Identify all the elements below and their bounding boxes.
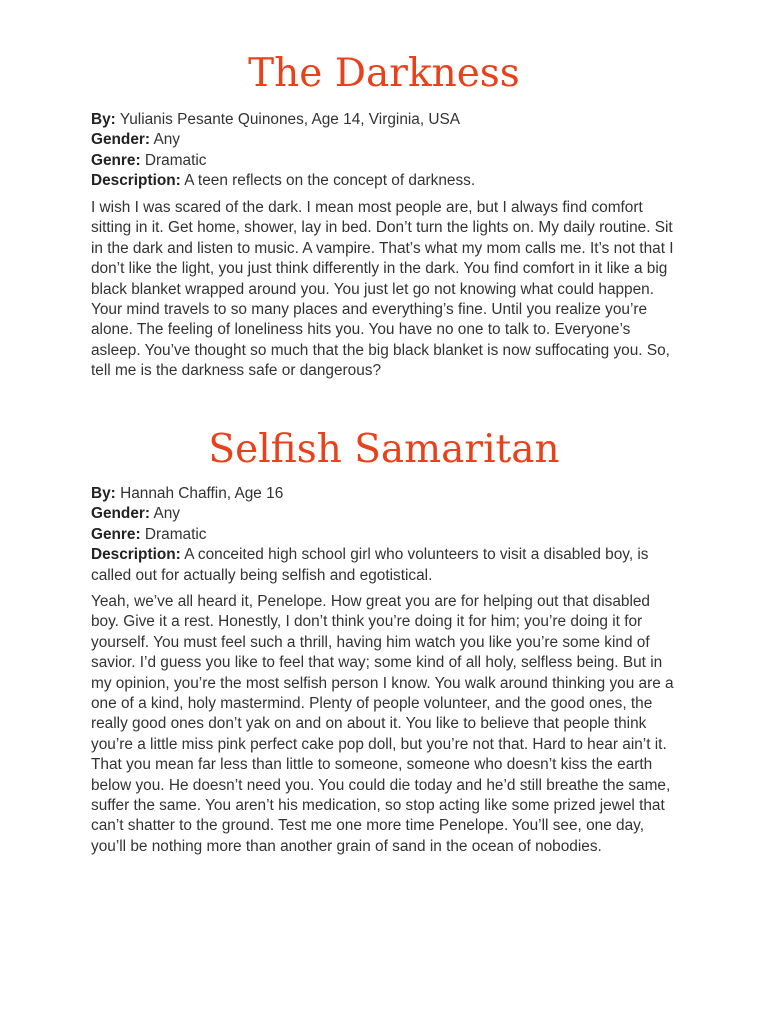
meta-description: [91, 171, 681, 191]
piece-body: Yeah, we’ve all heard it, Penelope. How great you are for helping out that disabled boy. Give it a rest. Honestly, I don’t think you’re doing it for him; you’re doing it for yourself. You must feel such a thrill, having him watch you like you’re some kind of savior. I’d guess you like to feel that way; some kind of all holy, selfless being. But in my opinion, you’re the most selfish person I know. You walk around thinking you are a one of a kind, holy mastermind. Plenty of people volunteer, and the good ones, the really good ones don’t yak on and on about it. You like to believe that people think you’re a little miss pink perfect cake pop doll, but you’re not that. Hard to hear ain’t it. That you mean far less than little to someone, someone who doesn’t kiss the earth below you. He doesn’t need you. You could die today and he’d still breathe the same, suffer the same. You aren’t his medication, so stop acting like some prized jewel that can’t shatter to the ground. Test me one more time Penelope. You’ll see, one day, you’ll be nothing more than another grain of sand in the ocean of nobodies.: [91, 593, 674, 855]
meta-gender: [91, 504, 681, 524]
meta-description-value: A teen reflects on the concept of darkness.: [184, 172, 476, 190]
piece-body: I wish I was scared of the dark. I mean most people are, but I always find comfort sitting in it. Get home, shower, lay in bed. Don’t turn the lights on. My daily routine. Sit in the dark and listen to music. A vampire. That’s what my mom calls me. It’s not that I don’t like the light, you just think differently in the dark. You find comfort in it like a big black blanket wrapped around you. You just let go not knowing what could happen. Your mind travels to so many places and everything’s fine. Until you realize you’re alone. The feeling of loneliness hits you. You have no one to talk to. Everyone’s asleep. You’ve thought so much that the big black blanket is now suffocating you. So, tell me is the darkness safe or dangerous?: [91, 199, 674, 380]
meta-by-label: By:: [91, 485, 116, 502]
meta-genre: [91, 525, 681, 545]
piece-meta: [91, 484, 681, 586]
meta-by-value: Hannah Chaffin, Age 16: [120, 485, 284, 502]
meta-by-value: Yulianis Pesante Quinones, Age 14, Virginia, USA: [119, 111, 461, 128]
meta-genre-label: Genre:: [91, 525, 141, 543]
piece-title: Selfish Samaritan: [208, 427, 560, 472]
piece-meta: [91, 110, 681, 192]
meta-description-label: Description:: [91, 546, 181, 564]
meta-description-label: Description:: [91, 172, 181, 190]
meta-gender-label: Gender:: [91, 505, 151, 523]
meta-genre-value: Dramatic: [144, 525, 207, 543]
meta-description: [91, 545, 681, 586]
meta-genre-value: Dramatic: [144, 151, 207, 169]
meta-gender: [91, 130, 681, 150]
meta-by: [91, 484, 681, 504]
meta-gender-value: Any: [153, 505, 180, 523]
meta-description-value: A conceited high school girl who volunteers to visit a disabled boy, is called out for actually being selfish and egotistical.: [91, 546, 649, 584]
meta-genre: [91, 151, 681, 171]
meta-gender-value: Any: [153, 131, 180, 149]
meta-gender-label: Gender:: [91, 131, 151, 149]
meta-by-label: By:: [91, 111, 116, 128]
meta-by: [91, 110, 681, 130]
meta-genre-label: Genre:: [91, 151, 141, 169]
piece-title: The Darkness: [248, 51, 520, 96]
